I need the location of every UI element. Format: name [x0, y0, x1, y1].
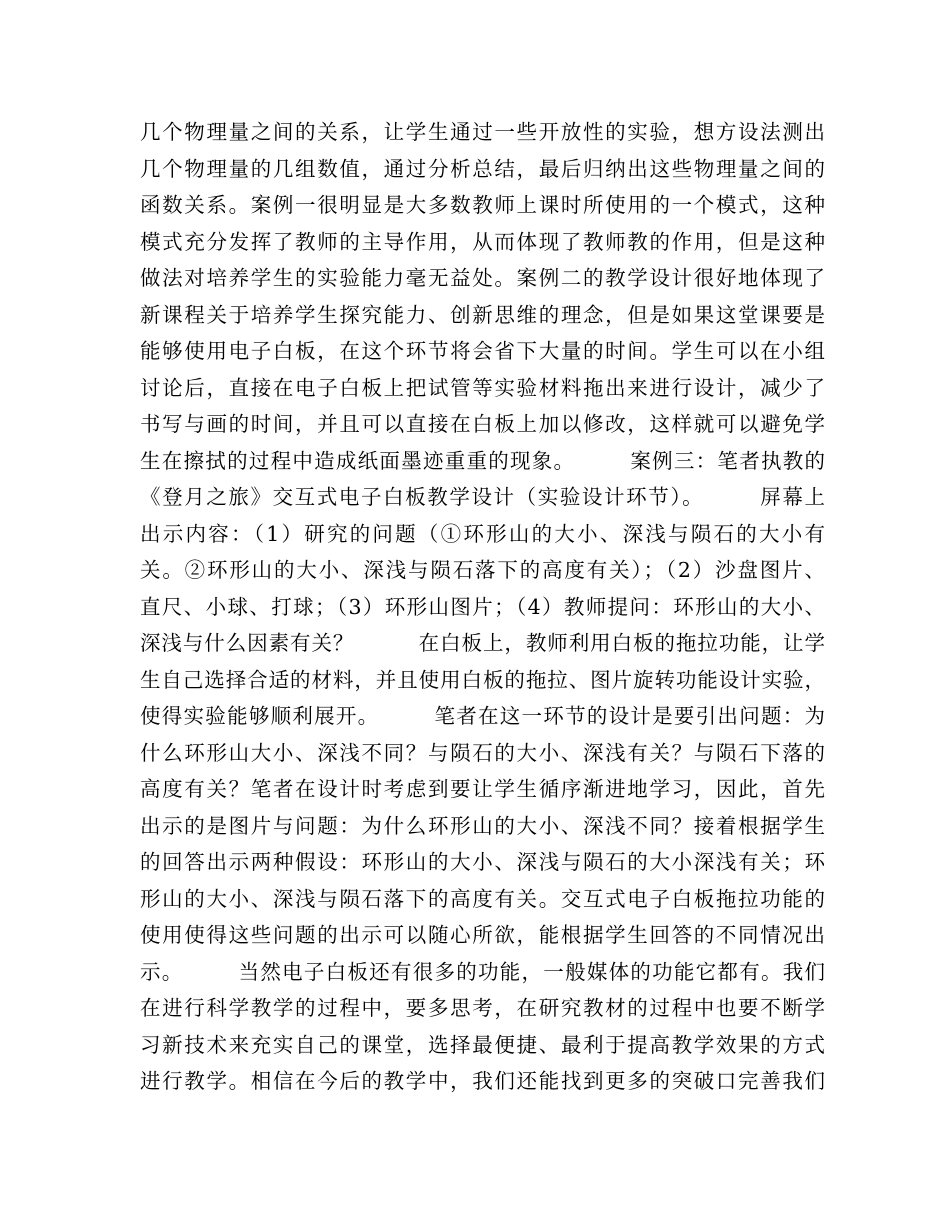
text-line: 几个物理量之间的关系，让学生通过一些开放性的实验，想方设法测出	[140, 120, 825, 144]
body-text	[140, 114, 825, 1100]
text-line: 函数关系。案例一很明显是大多数教师上课时所使用的一个模式，这种	[140, 193, 825, 217]
text-line: 关。②环形山的大小、深浅与陨石落下的高度有关）；（2）沙盘图片、	[140, 558, 825, 582]
text-line: 生自己选择合适的材料，并且使用白板的拖拉、图片旋转功能设计实验，	[140, 667, 825, 692]
text-line: 几个物理量的几组数值，通过分析总结，最后归纳出这些物理量之间的	[140, 156, 825, 181]
text-line: 什么环形山大小、深浅不同？与陨石的大小、深浅有关？与陨石下落的	[140, 740, 825, 765]
text-line: 的回答出示两种假设：环形山的大小、深浅与陨石的大小深浅有关；环	[140, 850, 825, 874]
text-line: 使得实验能够顺利展开。 笔者在这一环节的设计是要引出问题：为	[140, 704, 825, 728]
text-line: 模式充分发挥了教师的主导作用，从而体现了教师教的作用，但是这种	[140, 229, 825, 254]
text-line: 直尺、小球、打球；（3）环形山图片；（4）教师提问：环形山的大小、	[140, 594, 825, 619]
text-line: 出示的是图片与问题：为什么环形山的大小、深浅不同？接着根据学生	[140, 813, 825, 838]
text-line: 在进行科学教学的过程中，要多思考，在研究教材的过程中也要不断学	[140, 996, 825, 1020]
text-line: 做法对培养学生的实验能力毫无益处。案例二的教学设计很好地体现了	[140, 266, 825, 290]
text-line: 书写与画的时间，并且可以直接在白板上加以修改，这样就可以避免学	[140, 412, 825, 436]
text-line: 《登月之旅》交互式电子白板教学设计（实验设计环节）。 屏幕上	[140, 485, 825, 509]
text-line: 使用使得这些问题的出示可以随心所欲，能根据学生回答的不同情况出	[140, 923, 825, 947]
text-line: 新课程关于培养学生探究能力、创新思维的理念，但是如果这堂课要是	[140, 302, 825, 327]
text-line: 形山的大小、深浅与陨石落下的高度有关。交互式电子白板拖拉功能的	[140, 886, 825, 911]
text-line: 讨论后，直接在电子白板上把试管等实验材料拖出来进行设计，减少了	[140, 375, 825, 400]
text-line: 深浅与什么因素有关？ 在白板上，教师利用白板的拖拉功能，让学	[140, 631, 825, 655]
text-line: 高度有关？笔者在设计时考虑到要让学生循序渐进地学习，因此，首先	[140, 777, 825, 801]
text-line: 示。 当然电子白板还有很多的功能，一般媒体的功能它都有。我们	[140, 959, 825, 984]
text-line: 习新技术来充实自己的课堂，选择最便捷、最利于提高教学效果的方式	[140, 1032, 825, 1057]
text-line: 能够使用电子白板，在这个环节将会省下大量的时间。学生可以在小组	[140, 339, 825, 363]
text-line: 生在擦拭的过程中造成纸面墨迹重重的现象。 案例三：笔者执教的	[140, 448, 825, 473]
text-line: 出示内容：（1）研究的问题（①环形山的大小、深浅与陨石的大小有	[140, 521, 825, 546]
text-line: 进行教学。相信在今后的教学中，我们还能找到更多的突破口完善我们	[140, 1069, 825, 1093]
